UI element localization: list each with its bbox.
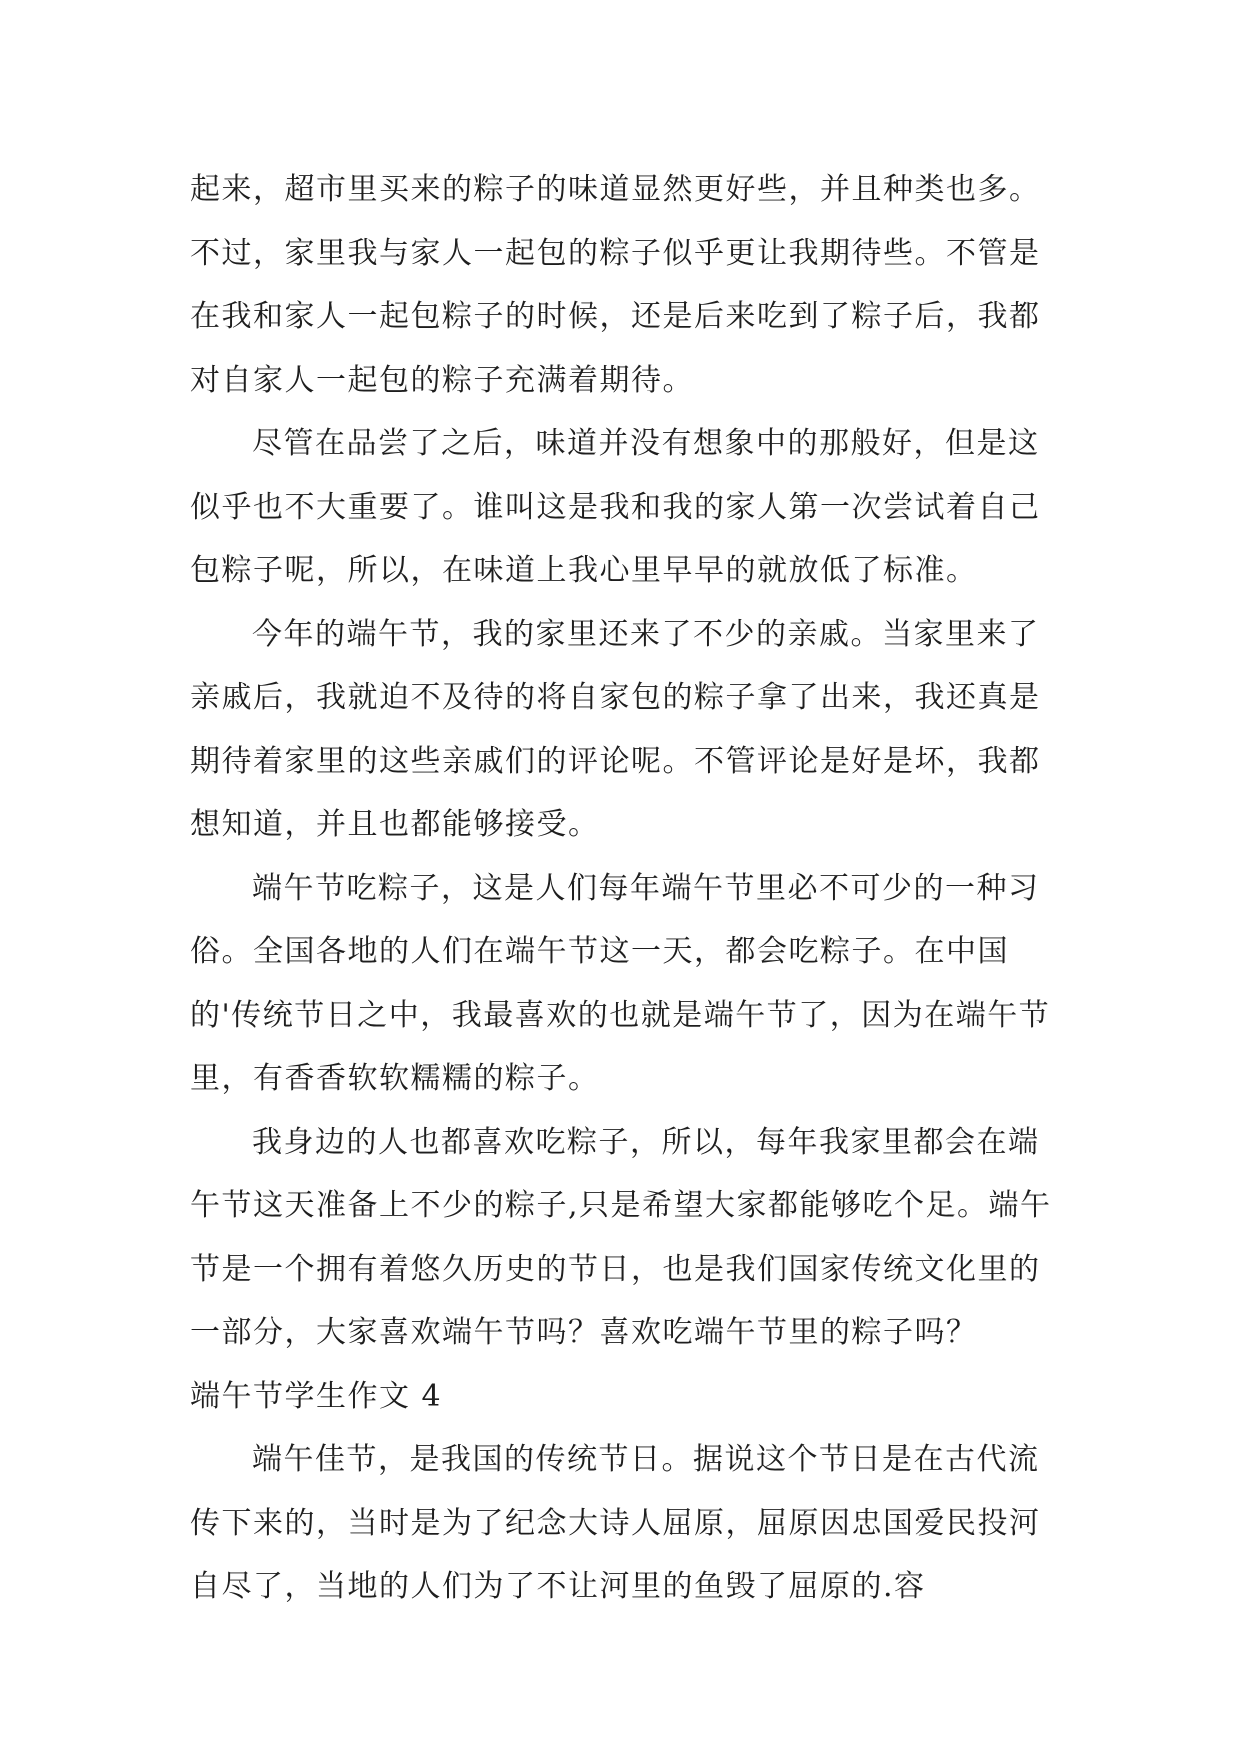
paragraph-4: 端午节吃粽子，这是人们每年端午节里必不可少的一种习俗。全国各地的人们在端午节这一天，都会吃粽子。在中国的'传统节日之中，我最喜欢的也就是端午节了，因为在端午节里，有香香软软糯糯的粽子。 bbox=[190, 870, 1051, 1096]
paragraph-5: 我身边的人也都喜欢吃粽子，所以，每年我家里都会在端午节这天准备上不少的粽子,只是希望大家都能够吃个足。端午节是一个拥有着悠久历史的节日，也是我们国家传统文化里的一部分，大家喜欢端午节吗？喜欢吃端午节里的粽子吗？ bbox=[190, 1124, 1052, 1350]
paragraph-2: 尽管在品尝了之后，味道并没有想象中的那般好，但是这似乎也不大重要了。谁叫这是我和我的家人第一次尝试着自己包粽子呢，所以，在味道上我心里早早的就放低了标准。 bbox=[190, 426, 1041, 588]
paragraph-6: 端午佳节，是我国的传统节日。据说这个节日是在古代流传下来的，当时是为了纪念大诗人屈原，屈原因忠国爱民投河自尽了，当地的人们为了不让河里的鱼毁了屈原的.容 bbox=[190, 1442, 1041, 1604]
paragraph-1: 起来，超市里买来的粽子的味道显然更好些，并且种类也多。不过，家里我与家人一起包的粽子似乎更让我期待些。不管是在我和家人一起包粽子的时候，还是后来吃到了粽子后，我都对自家人一起包的粽子充满着期待。 bbox=[190, 172, 1041, 398]
paragraph-3: 今年的端午节，我的家里还来了不少的亲戚。当家里来了亲戚后，我就迫不及待的将自家包的粽子拿了出来，我还真是期待着家里的这些亲戚们的评论呢。不管评论是好是坏，我都想知道，并且也都能够接受。 bbox=[190, 616, 1041, 842]
document-body bbox=[190, 158, 1060, 1619]
section-heading: 端午节学生作文 4 bbox=[190, 1378, 443, 1414]
